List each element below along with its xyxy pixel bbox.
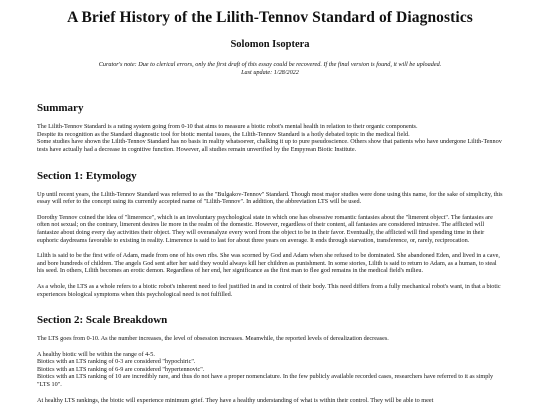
scale-breakdown-section [37, 314, 503, 404]
last-update: Last update: 1/28/2022 [241, 68, 299, 76]
etymology-section [37, 170, 503, 299]
list-line: Biotics with an LTS ranking of 10 are incredibly rare, and thus do not have a proper nomenclature. In the few publicly available recorded cases, researchers have referred to it as simply "LTS 10". [37, 373, 494, 389]
summary-line: Despite its recognition as the Standard diagnostic tool for biotic mental issues, the Lilith-Tennov Standard is a hotly debated topic in the medical field. [37, 130, 410, 138]
paragraph: The LTS goes from 0-10. As the number increases, the level of obsession increases. Meanwhile, the reported levels of derealization decreases. [37, 335, 389, 343]
curator-note [37, 61, 503, 76]
list-line: Biotics with an LTS ranking of 6-9 are considered "hypertennovic". [37, 365, 205, 373]
paragraph: At healthy LTS rankings, the biotic will experience minimum grief. They have a healthy understanding of what is within their control. They will be able to meet [37, 396, 434, 404]
summary-section [37, 102, 503, 153]
paragraph: Dorothy Tennov coined the idea of "limerence", which is an involuntary psychological state in which one has obsessive romantic fantasies about the "limerent object". The fantasies are often not sexual; on the contrary, limerent desires lie more in the realm of the domestic. However, regardless of their content, all fantasies are considered intrusive. The afflicted will fantasize about doing every day activities their object. They will overanalyze every word from the object to be in their favor. Eventually, the afflicted will find spending time in their euphoric daydreams favorable to existing in reality. Limerence is said to last for about three years on average. It ends through starvation, transference, or, rarely, reciprocation. [37, 213, 493, 244]
summary-line: Some studies have shown the Lilith-Tennov Standard has no basis in reality whatsoever, chalking it up to pure pseudoscience. Others show that patients who have undergone Lilith-Tennov tests have actually had a decrease in cognitive function. However, all studies remain unverified by the Empyrean Biotic Institute. [37, 138, 502, 153]
summary-line: The Lilith-Tennov Standard is a rating system going from 0-10 that aims to measure a biotic robot's mental health in relation to their organic components. [37, 123, 418, 131]
summary-heading: Summary [37, 102, 84, 115]
paragraph: As a whole, the LTS as a whole refers to a biotic robot's inherent need to feel justified in and in control of their body. This need differs from a fully mechanical robot's want, in that a biotic experiences biological symptoms when this psychological need is not fulfilled. [37, 282, 501, 298]
curator-note-text: Curator's note: Due to clerical errors, only the first draft of this essay could be recovered. If the final version is found, it will be uploaded. [98, 61, 442, 68]
author-name: Solomon Isoptera [230, 39, 310, 50]
paragraph: Lilith is said to be the first wife of Adam, made from one of his own ribs. She was scorned by God and Adam when she refused to be dominated. She abandoned Eden, and lived in a cave, and bore hundreds of children. The angels God sent after her said they would always kill her children as punishment. In some stories, Lilith is said to return to Adam, as a human, to steal his seed. In others, Lilith becomes an erotic demon. Regardless of her end, her significance as the first man to flee god remains in the medical field's milieu. [37, 252, 500, 275]
list-line: A healthy biotic will be within the range of 4-5. [37, 350, 155, 358]
section-heading: Section 2: Scale Breakdown [37, 314, 168, 327]
paragraph: Up until recent years, the Lilith-Tennov Standard was referred to as the "Bulgakov-Tennov" Standard. Though most major studies were done using this name, for the sake of simplicity, this essay will refer to the concept using its currently accepted name of "Lilith-Tennov". In addition, the abbreviation LTS will be used. [37, 190, 503, 206]
section-heading: Section 1: Etymology [37, 169, 137, 182]
list-line: Biotics with an LTS ranking of 0-3 are considered "hypochiric". [37, 358, 196, 366]
page-title: A Brief History of the Lilith-Tennov Standard of Diagnostics [67, 9, 473, 26]
